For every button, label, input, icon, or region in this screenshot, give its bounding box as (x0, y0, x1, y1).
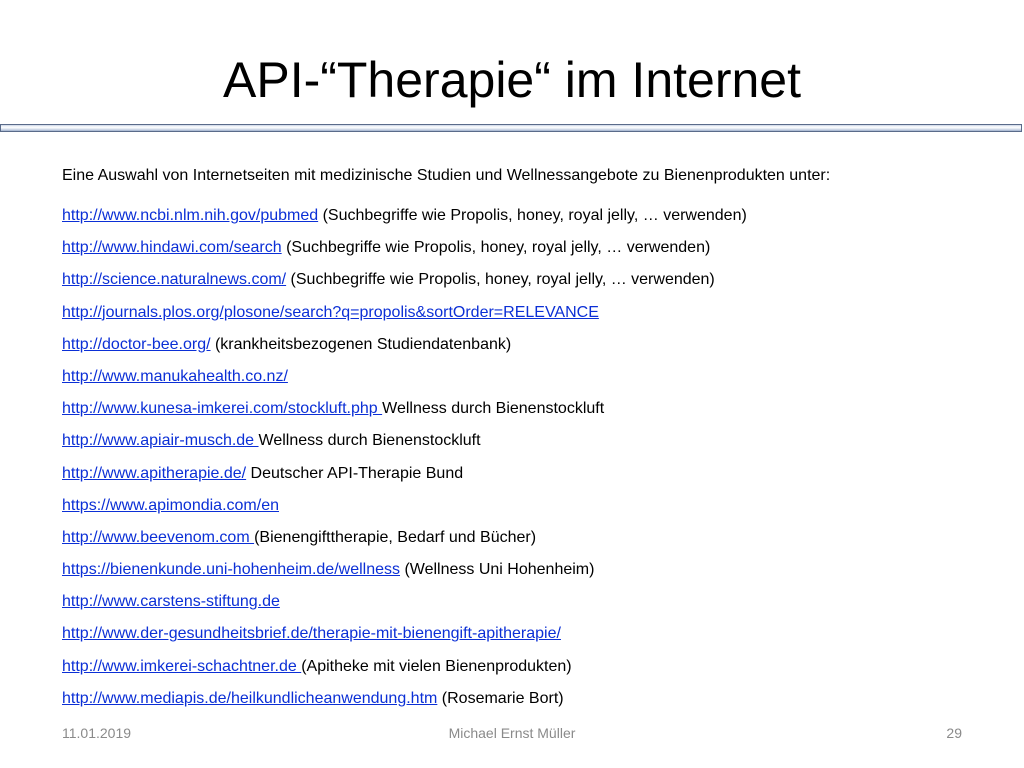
list-item (62, 366, 1002, 398)
link-description: Wellness durch Bienenstockluft (258, 432, 481, 450)
list-item (62, 656, 1002, 688)
list-item (62, 463, 1002, 495)
link-description: (krankheitsbezogenen Studiendatenbank) (210, 335, 512, 353)
slide-title: API-“Therapie“ im Internet (223, 52, 801, 108)
link-ncbi-pubmed[interactable]: http://www.ncbi.nlm.nih.gov/pubmed (62, 207, 319, 224)
list-item (62, 205, 1002, 237)
footer-date: 11.01.2019 (62, 725, 132, 741)
link-description: (Wellness Uni Hohenheim) (400, 561, 595, 579)
list-item (62, 398, 1002, 430)
link-list (62, 205, 1002, 720)
link-hindawi-search[interactable]: http://www.hindawi.com/search (62, 239, 282, 257)
link-description: (Suchbegriffe wie Propolis, honey, royal jelly, … verwenden) (318, 207, 747, 224)
link-description: Deutscher API-Therapie Bund (246, 464, 464, 482)
list-item (62, 430, 1002, 462)
footer-author: Michael Ernst Müller (448, 725, 576, 741)
link-mediapis[interactable]: http://www.mediapis.de/heilkundlicheanwendung.htm (62, 689, 438, 707)
link-plos-search[interactable]: http://journals.plos.org/plosone/search?q=propolis&sortOrder=RELEVANCE (62, 303, 599, 321)
link-apiair-musch[interactable]: http://www.apiair-musch.de (62, 432, 259, 450)
list-item (62, 334, 1002, 366)
link-description: (Apitheke mit vielen Bienenprodukten) (301, 657, 572, 675)
link-description: Wellness durch Bienenstockluft (382, 400, 605, 418)
intro-text: Eine Auswahl von Internetseiten mit medizinische Studien und Wellnessangebote zu Bienenprodukten unter: (62, 167, 831, 184)
link-beevenom[interactable]: http://www.beevenom.com (62, 528, 255, 546)
link-kunesa-imkerei[interactable]: http://www.kunesa-imkerei.com/stockluft.php (62, 400, 383, 418)
list-item (62, 688, 1002, 720)
link-doctor-bee[interactable]: http://doctor-bee.org/ (62, 335, 211, 353)
link-description: (Rosemarie Bort) (437, 689, 564, 707)
list-item (62, 623, 1002, 655)
link-description: (Suchbegriffe wie Propolis, honey, royal jelly, … verwenden) (281, 239, 711, 257)
link-gesundheitsbrief[interactable]: http://www.der-gesundheitsbrief.de/therapie-mit-bienengift-apitherapie/ (62, 625, 561, 643)
list-item (62, 591, 1002, 623)
link-manukahealth[interactable]: http://www.manukahealth.co.nz/ (62, 367, 288, 385)
list-item (62, 495, 1002, 527)
list-item (62, 302, 1002, 334)
list-item (62, 527, 1002, 559)
link-apitherapie[interactable]: http://www.apitherapie.de/ (62, 464, 247, 482)
title-divider (0, 124, 1022, 132)
link-naturalnews[interactable]: http://science.naturalnews.com/ (62, 271, 287, 289)
link-carstens-stiftung[interactable]: http://www.carstens-stiftung.de (62, 593, 280, 611)
list-item (62, 559, 1002, 591)
link-apimondia[interactable]: https://www.apimondia.com/en (62, 496, 279, 514)
link-description: (Bienengifttherapie, Bedarf und Bücher) (254, 528, 537, 546)
link-imkerei-schachtner[interactable]: http://www.imkerei-schachtner.de (62, 657, 302, 675)
list-item (62, 237, 1002, 269)
link-uni-hohenheim[interactable]: https://bienenkunde.uni-hohenheim.de/wellness (62, 561, 401, 579)
footer-page-number: 29 (946, 725, 962, 741)
list-item (62, 269, 1002, 301)
link-description: (Suchbegriffe wie Propolis, honey, royal jelly, … verwenden) (286, 271, 715, 289)
